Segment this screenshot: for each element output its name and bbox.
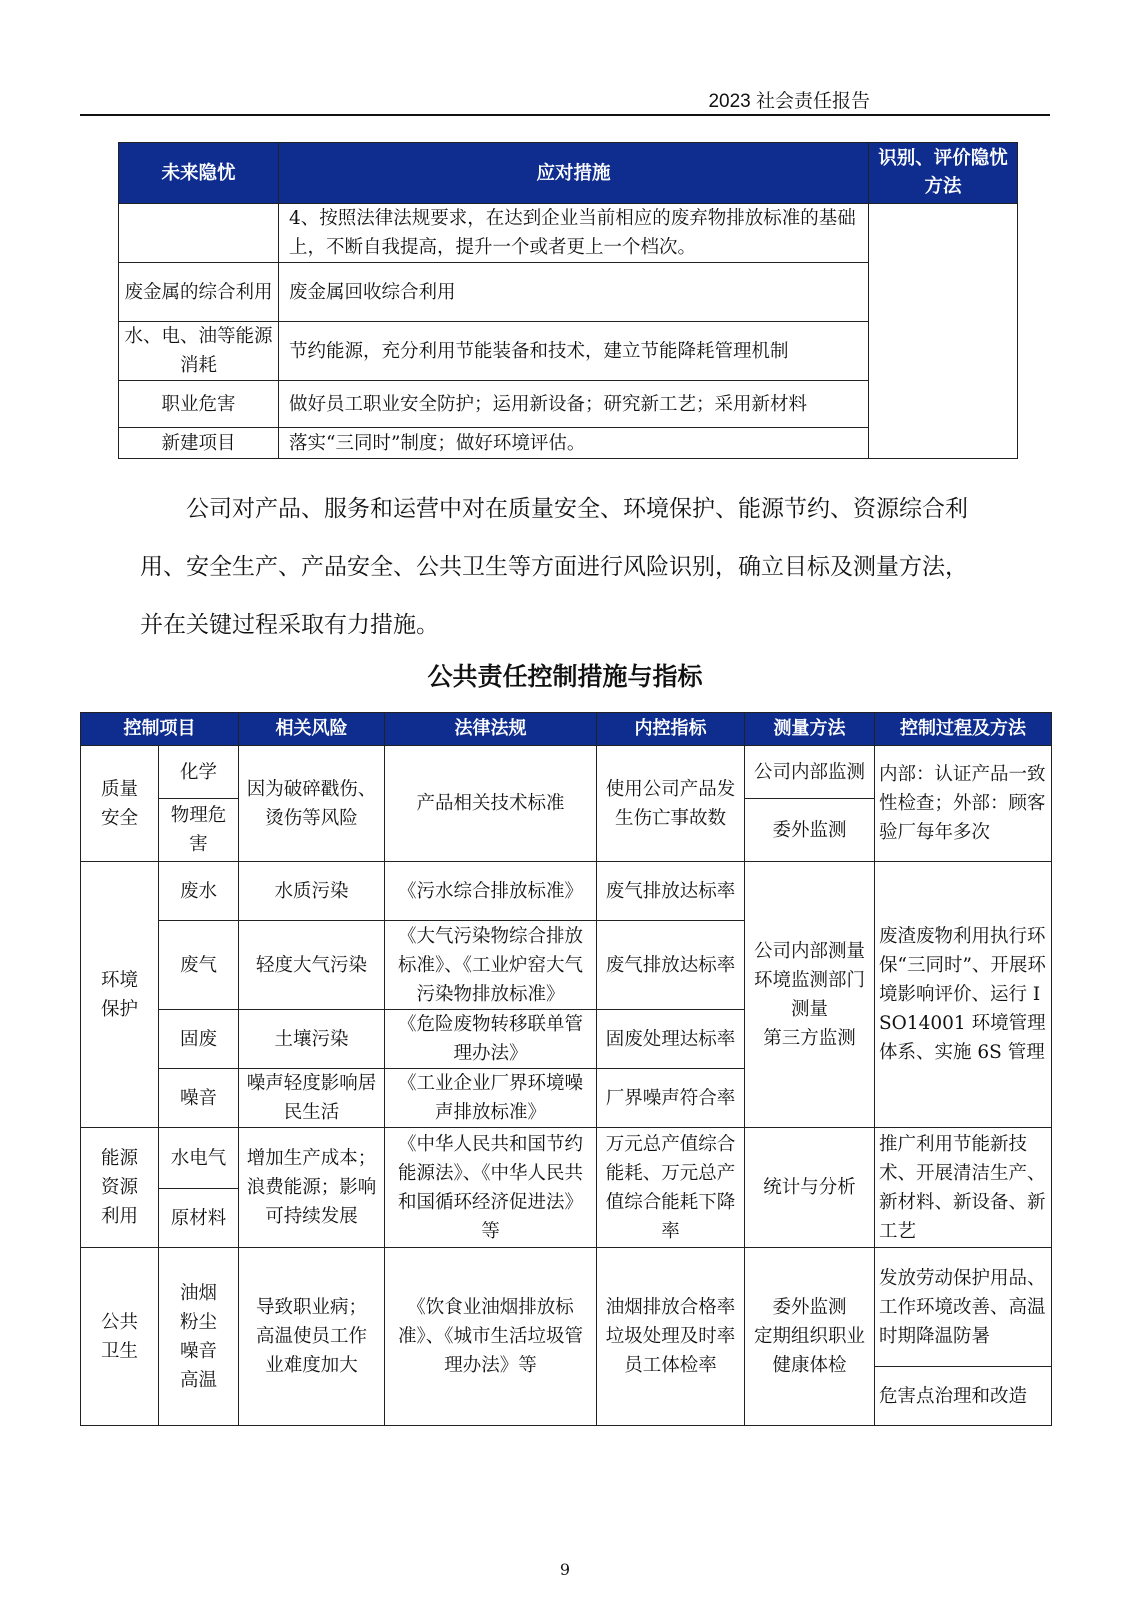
paragraph-line: 公司对产品、服务和运营中对在质量安全、环境保护、能源节约、资源综合利 <box>186 496 968 522</box>
category-cell <box>81 746 159 862</box>
law-cell: 《污水综合排放标准》 <box>385 862 597 921</box>
subitem-cell: 水电气 <box>159 1128 239 1189</box>
table-row <box>81 1248 1052 1367</box>
table-row <box>81 862 1052 921</box>
risk-cell: 新建项目 <box>119 428 279 459</box>
process-cell: 内部：认证产品一致性检查；外部：顾客验厂每年多次 <box>875 746 1052 862</box>
subitem-cell: 噪音 <box>159 1069 239 1128</box>
col-header-law: 法律法规 <box>385 713 597 746</box>
measure-cell: 做好员工职业安全防护；运用新设备；研究新工艺；采用新材料 <box>279 381 869 428</box>
category-text: 卫生 <box>100 1340 138 1362</box>
col-header-item: 控制项目 <box>81 713 239 746</box>
category-text: 安全 <box>100 807 138 829</box>
process-cell: 发放劳动保护用品、工作环境改善、高温时期降温防暑 <box>875 1248 1052 1367</box>
index-text: 垃圾处理及时率 <box>605 1326 736 1347</box>
table-caption: 公共责任控制措施与指标 <box>427 662 703 691</box>
law-cell: 《危险废物转移联单管理办法》 <box>385 1010 597 1069</box>
law-cell: 《大气污染物综合排放标准》、《工业炉窑大气污染物排放标准》 <box>385 921 597 1010</box>
measure-cell: 废金属回收综合利用 <box>279 263 869 322</box>
measure-cell: 公司内部监测 <box>745 746 875 799</box>
category-text: 资源 <box>100 1177 138 1198</box>
category-text: 保护 <box>100 998 138 1020</box>
risk-cell: 土壤污染 <box>239 1010 385 1069</box>
subitem-cell: 化学 <box>159 746 239 799</box>
subitem-text: 高温 <box>179 1369 217 1391</box>
subitem-cell: 废气 <box>159 921 239 1010</box>
col-header-risk: 相关风险 <box>239 713 385 746</box>
method-cell <box>869 204 1018 459</box>
risk-cell: 因为破碎戳伤、烫伤等风险 <box>239 746 385 862</box>
subitem-text: 粉尘 <box>179 1311 217 1333</box>
subitem-cell: 物理危害 <box>159 799 239 862</box>
body-paragraph <box>140 480 1030 654</box>
risk-cell: 水质污染 <box>239 862 385 921</box>
risk-cell <box>239 1248 385 1426</box>
category-text: 利用 <box>100 1206 138 1227</box>
col-header-measure: 应对措施 <box>279 143 869 204</box>
subitem-cell: 固废 <box>159 1010 239 1069</box>
category-text: 环境 <box>100 969 138 991</box>
index-text: 油烟排放合格率 <box>605 1297 736 1318</box>
index-cell: 厂界噪声符合率 <box>597 1069 745 1128</box>
risk-text: 业难度加大 <box>265 1355 358 1376</box>
col-header-process: 控制过程及方法 <box>875 713 1052 746</box>
measure-cell: 4、按照法律法规要求，在达到企业当前相应的废弃物排放标准的基础上，不断自我提高，提升一个或者更上一个档次。 <box>279 204 869 263</box>
category-text: 能源 <box>100 1148 138 1169</box>
measure-text: 环境监测部门测量 <box>753 969 865 1020</box>
category-cell <box>81 862 159 1128</box>
law-cell: 《饮食业油烟排放标准》、《城市生活垃圾管理办法》等 <box>385 1248 597 1426</box>
index-cell: 使用公司产品发生伤亡事故数 <box>597 746 745 862</box>
index-cell: 万元总产值综合能耗、万元总产值综合能耗下降率 <box>597 1128 745 1248</box>
category-cell <box>81 1248 159 1426</box>
measure-text: 定期组织职业健康体检 <box>753 1326 865 1376</box>
measure-text: 委外监测 <box>772 1297 847 1318</box>
col-header-index: 内控指标 <box>597 713 745 746</box>
public-responsibility-table <box>80 712 1052 1426</box>
index-cell <box>597 1248 745 1426</box>
page-header <box>80 86 1050 116</box>
index-cell: 废气排放达标率 <box>597 921 745 1010</box>
index-cell: 固废处理达标率 <box>597 1010 745 1069</box>
measure-cell: 统计与分析 <box>745 1128 875 1248</box>
measure-cell <box>745 1248 875 1426</box>
paragraph-line: 并在关键过程采取有力措施。 <box>140 612 439 638</box>
law-cell: 《工业企业厂界环境噪声排放标准》 <box>385 1069 597 1128</box>
risk-cell: 废金属的综合利用 <box>119 263 279 322</box>
law-cell: 产品相关技术标准 <box>385 746 597 862</box>
subitem-cell: 废水 <box>159 862 239 921</box>
measure-text: 第三方监测 <box>763 1027 856 1049</box>
law-cell: 《中华人民共和国节约能源法》、《中华人民共和国循环经济促进法》等 <box>385 1128 597 1248</box>
table-header-row <box>119 143 1018 204</box>
subitem-cell: 原材料 <box>159 1189 239 1248</box>
table-row <box>81 1128 1052 1189</box>
col-header-measure: 测量方法 <box>745 713 875 746</box>
measure-cell <box>745 862 875 1128</box>
measure-cell: 落实“三同时”制度；做好环境评估。 <box>279 428 869 459</box>
risk-cell <box>119 204 279 263</box>
page-number: 9 <box>559 1560 571 1579</box>
index-text: 员工体检率 <box>624 1355 717 1376</box>
process-cell: 推广利用节能新技术、开展清洁生产、新材料、新设备、新工艺 <box>875 1128 1052 1248</box>
table-row <box>119 204 1018 263</box>
risk-cell: 水、电、油等能源消耗 <box>119 322 279 381</box>
risk-text: 高温使员工作 <box>255 1326 367 1347</box>
process-cell: 危害点治理和改造 <box>875 1367 1052 1426</box>
table-row <box>81 746 1052 799</box>
risk-cell: 职业危害 <box>119 381 279 428</box>
col-header-risk: 未来隐忧 <box>119 143 279 204</box>
category-cell <box>81 1128 159 1248</box>
index-cell: 废气排放达标率 <box>597 862 745 921</box>
measure-cell: 节约能源，充分利用节能装备和技术，建立节能降耗管理机制 <box>279 322 869 381</box>
measure-cell: 委外监测 <box>745 799 875 862</box>
category-text: 质量 <box>100 778 138 800</box>
report-title: 2023 社会责任报告 <box>708 91 870 112</box>
risk-text: 导致职业病； <box>255 1297 367 1318</box>
risk-cell: 增加生产成本；浪费能源；影响可持续发展 <box>239 1128 385 1248</box>
subitem-text: 油烟 <box>179 1282 217 1304</box>
category-text: 公共 <box>100 1311 138 1333</box>
subitem-cell <box>159 1248 239 1426</box>
risk-cell: 噪声轻度影响居民生活 <box>239 1069 385 1128</box>
paragraph-line: 用、安全生产、产品安全、公共卫生等方面进行风险识别，确立目标及测量方法， <box>140 554 968 580</box>
subitem-text: 噪音 <box>179 1340 217 1362</box>
process-cell: 废渣废物利用执行环保“三同时”、开展环境影响评价、运行 ISO14001 环境管理体系、实施 6S 管理 <box>875 862 1052 1128</box>
col-header-method: 识别、评价隐忧方法 <box>869 143 1018 204</box>
risk-cell: 轻度大气污染 <box>239 921 385 1010</box>
risk-measures-table <box>118 142 1018 459</box>
measure-text: 公司内部测量 <box>753 940 865 962</box>
table-header-row <box>81 713 1052 746</box>
